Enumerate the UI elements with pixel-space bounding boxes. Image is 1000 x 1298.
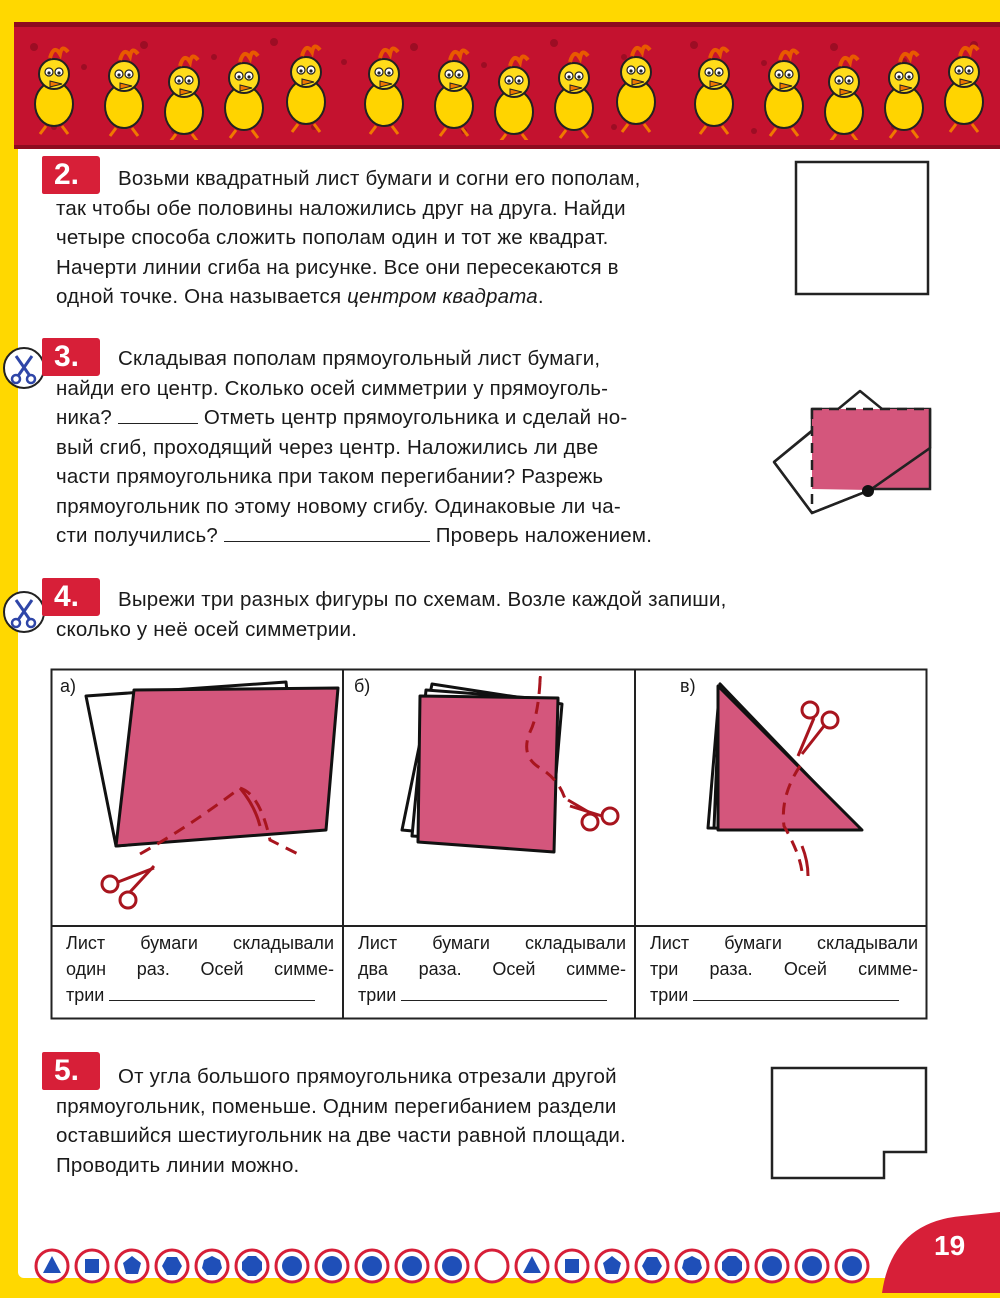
panel-label: в) [680, 676, 696, 696]
chick-icon [165, 56, 203, 140]
task-5-text [56, 1062, 738, 1180]
panel-label: б) [354, 676, 371, 696]
scissors-icon [798, 702, 838, 756]
scheme-a-figure [80, 676, 340, 916]
text-line: части прямоугольника при таком перегибании? Разрежь [56, 465, 604, 488]
chick-icon [365, 48, 403, 134]
chick-icon [555, 52, 593, 138]
text-line: Вырежи три разных фигуры по схемам. Возле каждой запиши, [118, 588, 727, 611]
text-line: сколько у неё осей симметрии. [56, 617, 358, 641]
task-2-text: Возьми квадратный лист бумаги и согни его пополам, так чтобы обе половины наложились друг на друга. Найди четыре способа сложить пополам один и тот же квадрат. Начерти линии сгиба на рисунке. Все они пересекаются в одной точке. Она называется центром квадрата. [56, 164, 744, 312]
chick-icon [617, 46, 655, 132]
answer-blank[interactable] [109, 982, 315, 1001]
chick-icon [825, 56, 863, 140]
chick-icon [495, 56, 533, 140]
answer-blank[interactable] [118, 405, 198, 424]
shapes-border [30, 1246, 890, 1286]
chick-row [14, 40, 1000, 140]
task-number: 2. [42, 156, 100, 194]
chick-icon [105, 50, 143, 136]
chick-icon [287, 46, 325, 132]
hexagon-figure [768, 1064, 932, 1184]
text-line: оставшийся шестиугольник на две части равной площади. [56, 1124, 626, 1147]
chick-icon [695, 48, 733, 134]
chick-icon [435, 50, 473, 136]
task-number: 3. [42, 338, 100, 376]
answer-blank[interactable] [224, 523, 430, 542]
scheme-b-figure [390, 676, 630, 916]
text-line: Возьми квадратный лист бумаги и согни его пополам, [118, 167, 641, 190]
answer-blank[interactable] [401, 982, 607, 1001]
answer-blank[interactable] [693, 982, 899, 1001]
page-number [882, 1212, 1000, 1293]
scheme-c-figure [690, 676, 890, 916]
scissors-icon [568, 800, 618, 830]
page-number-label: 19 [934, 1230, 966, 1261]
task-3-text: Складывая пополам прямоугольный лист бумаги, найди его центр. Сколько осей симметрии у прямоуголь- ника? Отметь центр прямоугольника и сделай но- вый сгиб, проходящий через центр. Наложились ли две части прямоугольника при таком перегибании? Разрежь прямоугольник по этому новому сгибу. Одинаковые ли ча- сти получились? Проверь наложением. [56, 344, 744, 551]
text-line: Складывая пополам прямоугольный лист бумаги, [118, 347, 601, 370]
task-number: 5. [42, 1052, 100, 1090]
scissors-icon [102, 866, 154, 908]
text-line: прямоугольник по этому новому сгибу. Одинаковые ли ча- [56, 494, 621, 518]
square-figure [794, 160, 932, 298]
chick-icon [765, 50, 803, 136]
text-line: так чтобы обе половины наложились друг на друга. Найди [56, 196, 626, 220]
task-4-text [56, 585, 930, 644]
text-line: прямоугольник, поменьше. Одним перегибанием раздели [56, 1094, 617, 1118]
chick-icon [885, 52, 923, 138]
chick-icon [945, 46, 983, 132]
panel-label: а) [60, 676, 77, 696]
text-line: Начерти линии сгиба на рисунке. Все они пересекаются в [56, 255, 619, 279]
panel-caption: Лист бумаги складывали три раза. Осей симме- трии [650, 933, 918, 1005]
scissors-icon [2, 590, 46, 634]
panel-caption: Лист бумаги складывали два раза. Осей симме- трии [358, 933, 626, 1005]
text-line: найди его центр. Сколько осей симметрии у прямоуголь- [56, 376, 609, 400]
text-line: четыре способа сложить пополам один и тот же квадрат. [56, 226, 609, 249]
chick-icon [35, 48, 73, 134]
folded-rectangle-figure [770, 385, 936, 515]
text-line: Проводить линии можно. [56, 1153, 300, 1177]
panel-caption: Лист бумаги складывали один раз. Осей симме- трии [66, 933, 334, 1005]
text-line: вый сгиб, проходящий через центр. Наложились ли две [56, 435, 599, 459]
task-number: 4. [42, 578, 100, 616]
text-line: От угла большого прямоугольника отрезали другой [118, 1065, 617, 1088]
scissors-icon [2, 346, 46, 390]
chick-icon [225, 52, 263, 138]
term-square-center: центром квадрата [347, 285, 538, 308]
